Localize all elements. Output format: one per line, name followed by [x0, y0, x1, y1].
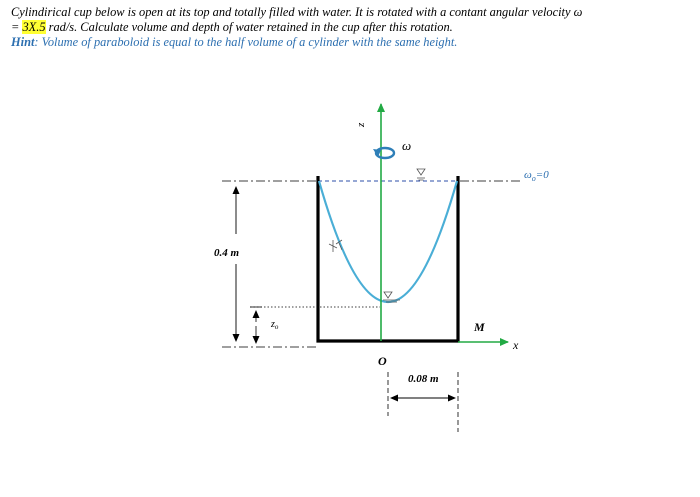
- omega-zero-label: [524, 169, 549, 183]
- radius-label: 0.08 m: [408, 373, 439, 385]
- omega-zero-symbol: ω: [524, 169, 532, 181]
- hint-text: : Volume of paraboloid is equal to the half volume of a cylinder with the same height.: [34, 35, 458, 49]
- omega-label: ω: [402, 138, 412, 153]
- free-surface-symbol-top: [417, 169, 425, 180]
- highlighted-value: 3X.5: [22, 20, 46, 34]
- height-label: 0.4 m: [214, 247, 240, 259]
- hint-label: Hint: [11, 35, 35, 49]
- z0-symbol: z: [271, 319, 275, 330]
- problem-equals: =: [11, 20, 23, 34]
- omega-zero-subscript: o: [531, 174, 536, 183]
- problem-line-2-rest: rad/s. Calculate volume and depth of water retained in the cup after this rotation.: [45, 20, 453, 34]
- point-m-label: M: [474, 320, 485, 334]
- omega-zero-value: =0: [535, 169, 549, 181]
- z-axis-label: z: [355, 122, 367, 127]
- z0-label: [270, 319, 279, 331]
- origin-label: O: [378, 354, 387, 368]
- cup-outline: [318, 176, 458, 341]
- x-axis-label: x: [513, 338, 519, 352]
- problem-line-1: Cylindirical cup below is open at its top and totally filled with water. It is rotated with a contant angular velocity ω: [11, 5, 583, 19]
- z0-subscript: o: [274, 323, 279, 331]
- rotation-arrow-icon: [373, 148, 394, 158]
